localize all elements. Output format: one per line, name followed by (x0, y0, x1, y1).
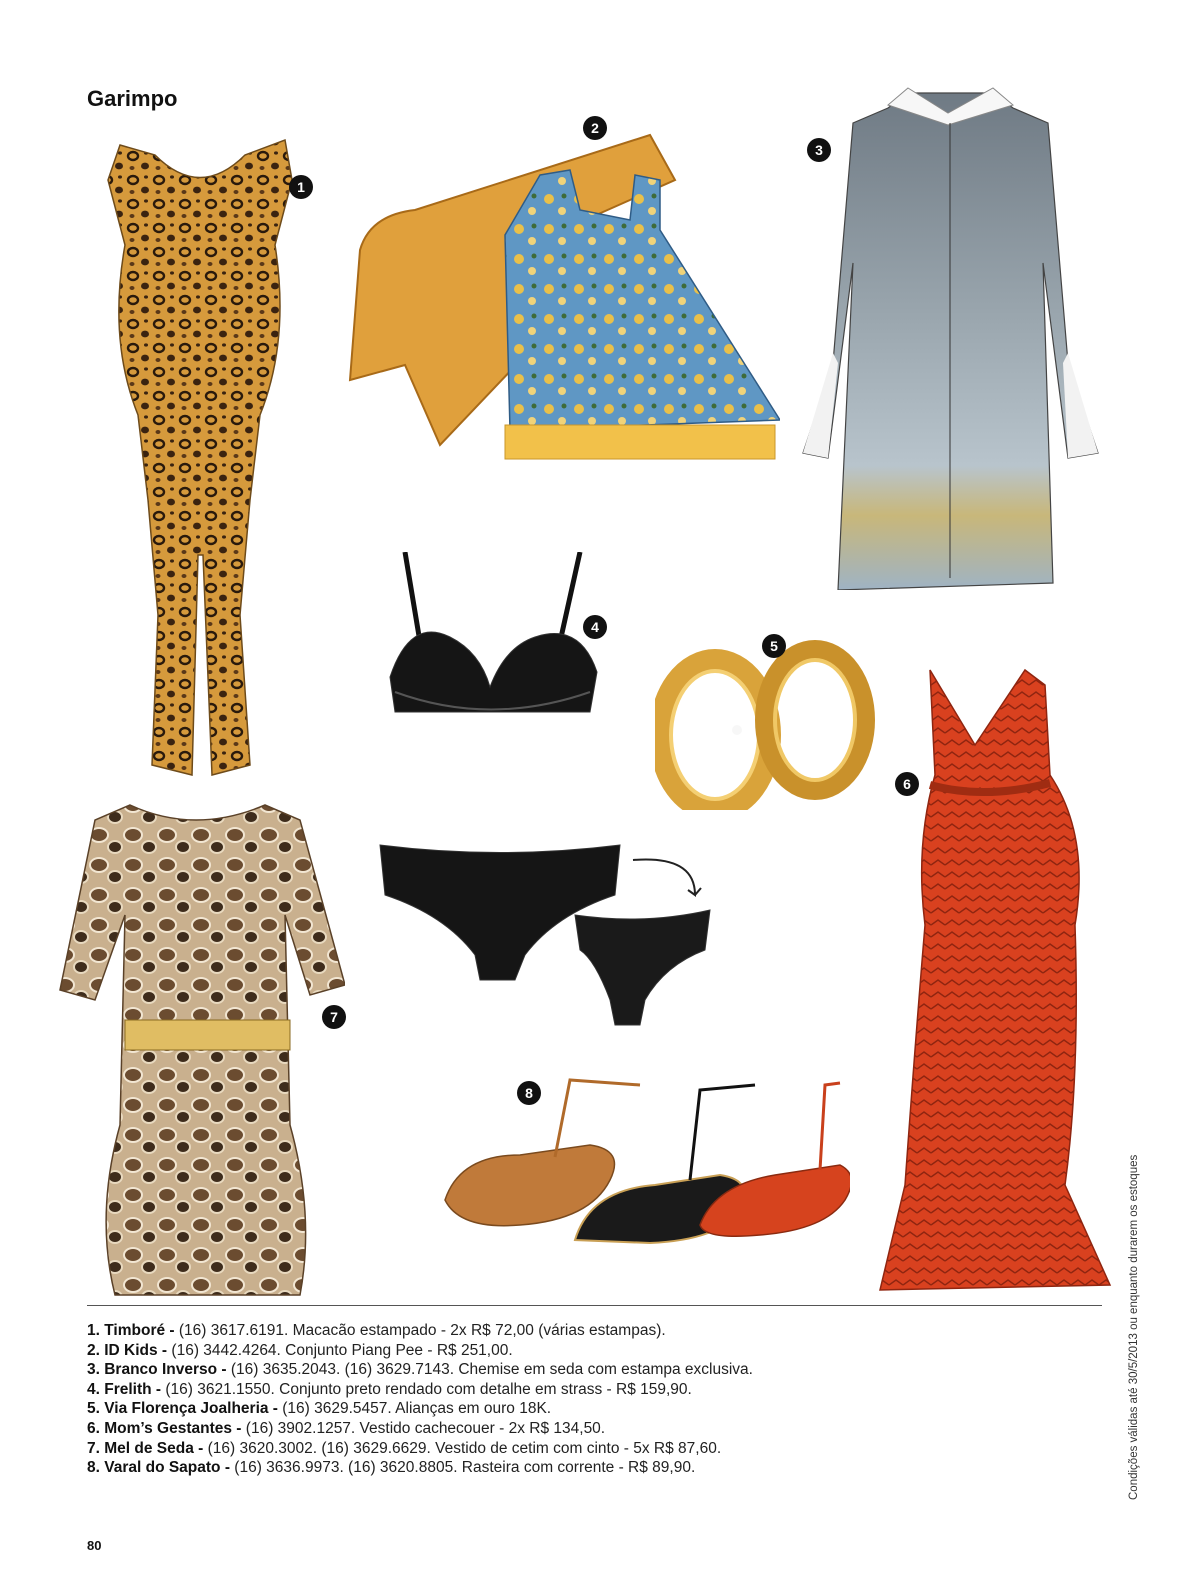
store-details: (16) 3621.1550. Conjunto preto rendado com detalhe em strass - R$ 159,90. (161, 1380, 692, 1398)
black-panties-image (375, 840, 720, 1035)
store-details: (16) 3635.2043. (16) 3629.7143. Chemise em seda com estampa exclusiva. (226, 1361, 753, 1379)
chemise-dress-image (798, 63, 1103, 590)
credit-row (87, 1341, 753, 1361)
item-badge-8: 8 (517, 1081, 541, 1105)
kids-set-image (330, 130, 780, 470)
item-badge-7: 7 (322, 1005, 346, 1029)
leopard-jumpsuit-image (100, 125, 300, 790)
credit-row (87, 1321, 753, 1341)
item-badge-4: 4 (583, 615, 607, 639)
store-details: (16) 3629.5457. Alianças em ouro 18K. (277, 1400, 552, 1418)
store-name: 6. Mom’s Gestantes - (87, 1419, 242, 1437)
credit-row (87, 1380, 753, 1400)
sandals-image (440, 1075, 850, 1245)
credit-row (87, 1399, 753, 1419)
snake-print-dress-image (55, 795, 345, 1300)
credit-row (87, 1458, 753, 1478)
credit-row (87, 1360, 753, 1380)
store-name: 1. Timboré - (87, 1322, 175, 1339)
store-name: 2. ID Kids - (87, 1341, 168, 1359)
item-badge-5: 5 (762, 634, 786, 658)
store-details: (16) 3902.1257. Vestido cachecouer - 2x R$ 134,50. (241, 1419, 606, 1437)
credit-row (87, 1419, 753, 1439)
credit-row (87, 1439, 753, 1459)
store-name: 3. Branco Inverso - (87, 1361, 227, 1379)
item-badge-2: 2 (583, 116, 607, 140)
store-name: 7. Mel de Seda - (87, 1439, 204, 1457)
validity-note: Condições válidas até 30/5/2013 ou enquanto durarem os estoques (1128, 1154, 1140, 1500)
store-name: 5. Via Florença Joalheria - (87, 1400, 278, 1418)
section-title: Garimpo (87, 86, 178, 111)
red-maternity-dress-image (875, 665, 1115, 1295)
store-name: 4. Frelith - (87, 1380, 162, 1398)
page-number: 80 (87, 1538, 102, 1553)
store-details: (16) 3620.3002. (16) 3629.6629. Vestido de cetim com cinto - 5x R$ 87,60. (203, 1439, 722, 1457)
item-badge-6: 6 (895, 772, 919, 796)
store-name: 8. Varal do Sapato - (87, 1459, 230, 1477)
credits-list (87, 1321, 753, 1478)
separator-rule (87, 1305, 1102, 1306)
item-badge-3: 3 (807, 138, 831, 162)
store-details: (16) 3636.9973. (16) 3620.8805. Rasteira com corrente - R$ 89,90. (230, 1459, 696, 1477)
store-details: (16) 3442.4264. Conjunto Piang Pee - R$ 251,00. (167, 1341, 513, 1359)
store-details: (16) 3617.6191. Macacão estampado - 2x R$ 72,00 (várias estampas). (174, 1322, 666, 1339)
black-bra-image (385, 552, 600, 722)
item-badge-1: 1 (289, 175, 313, 199)
